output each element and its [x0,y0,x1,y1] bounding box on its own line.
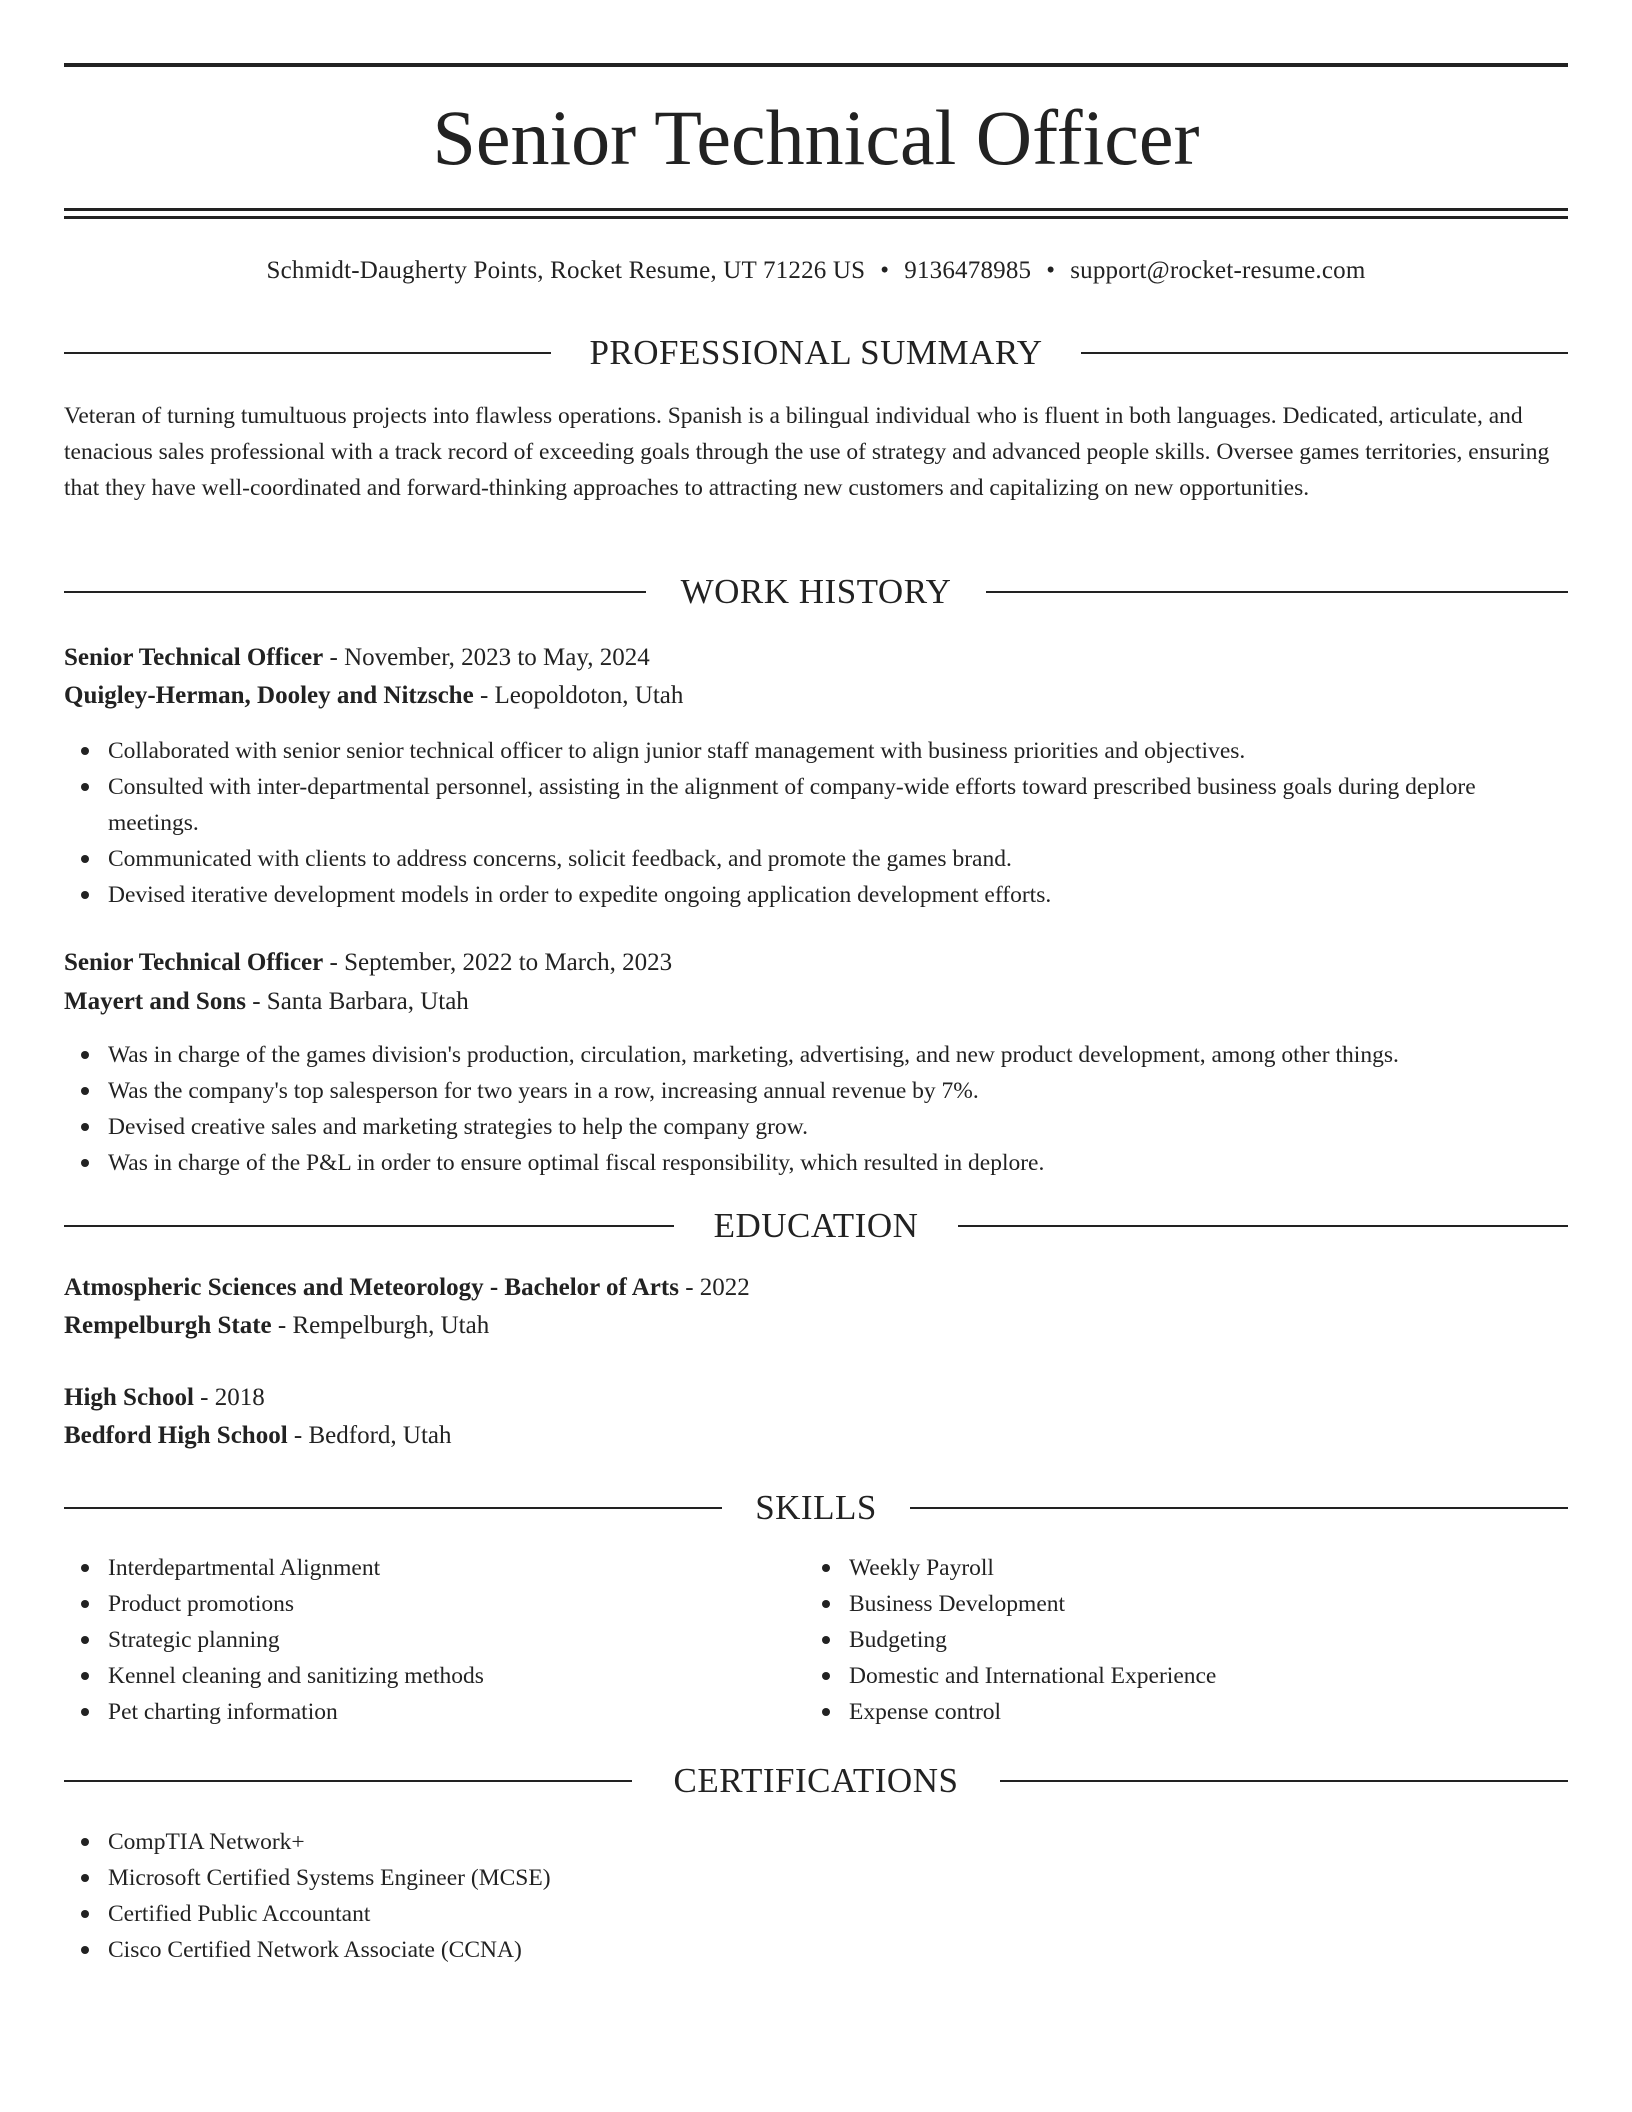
contact-address: Schmidt-Daugherty Points, Rocket Resume, UT 71226 US [266,257,866,284]
section-title-summary: PROFESSIONAL SUMMARY [589,333,1043,372]
list-item: Budgeting [805,1622,1565,1658]
job-dates: - November, 2023 to May, 2024 [323,644,650,671]
job-company-line [64,984,1568,1020]
section-title-skills: SKILLS [755,1488,877,1527]
section-title-certifications: CERTIFICATIONS [673,1761,959,1800]
education-year: - 2018 [193,1384,265,1411]
contact-separator: • [1046,257,1056,284]
list-item: Devised iterative development models in order to expedite ongoing application development efforts. [64,877,1568,913]
education-degree: High School [64,1384,194,1411]
list-item: Strategic planning [64,1622,804,1658]
list-item: Consulted with inter-departmental personnel, assisting in the alignment of company-wide efforts toward prescribed business goals during deplore meetings. [64,769,1568,841]
contact-phone: 9136478985 [904,257,1032,284]
list-item: Microsoft Certified Systems Engineer (MCSE) [64,1860,1568,1896]
list-item: Was in charge of the P&L in order to ensure optimal fiscal responsibility, which resulted in deplore. [64,1145,1568,1181]
contact-line [64,254,1568,288]
education-degree-line [64,1270,1568,1306]
list-item: Collaborated with senior senior technical officer to align junior staff management with business priorities and objectives. [64,733,1568,769]
job-title-line [64,640,1568,676]
list-item: Kennel cleaning and sanitizing methods [64,1658,804,1694]
list-item: Weekly Payroll [805,1550,1565,1586]
section-rule-right [910,1507,1568,1509]
job-bullets [64,1037,1568,1181]
skills-list-right [805,1550,1565,1730]
job-title: Senior Technical Officer [64,644,324,671]
section-header-skills [64,1488,1568,1528]
job-location: - Leopoldoton, Utah [473,682,684,709]
list-item: Pet charting information [64,1694,804,1730]
skills-list-left [64,1550,804,1730]
section-title-education: EDUCATION [713,1206,919,1245]
section-header-summary [64,333,1568,373]
list-item: CompTIA Network+ [64,1824,1568,1860]
summary-text: Veteran of turning tumultuous projects into flawless operations. Spanish is a bilingual individual who is fluent in both languages. Dedicated, articulate, and tenacious sales professional with a track record of exceeding goals through the use of strategy and advanced people skills. Oversee games territories, ensuring that they have well-coordinated and forward-thinking approaches to attracting new customers and capitalizing on new opportunities. [64,403,1550,501]
list-item: Product promotions [64,1586,804,1622]
header-bottom-rule-second [64,216,1568,219]
section-rule-right [958,1225,1568,1227]
section-rule-right [1081,352,1568,354]
list-item: Certified Public Accountant [64,1896,1568,1932]
list-item: Cisco Certified Network Associate (CCNA) [64,1932,1568,1968]
education-location: - Bedford, Utah [287,1422,452,1449]
list-item: Was the company's top salesperson for two years in a row, increasing annual revenue by 7%. [64,1073,1568,1109]
resume-name: Senior Technical Officer [432,94,1200,181]
section-title-work: WORK HISTORY [680,572,952,611]
section-header-work [64,572,1568,612]
education-school-line [64,1308,1568,1344]
education-school-line [64,1418,1568,1454]
education-degree-line [64,1380,1568,1416]
job-title: Senior Technical Officer [64,949,324,976]
header-bottom-rule [64,208,1568,211]
job-company: Mayert and Sons [64,988,246,1015]
list-item: Interdepartmental Alignment [64,1550,804,1586]
list-item: Devised creative sales and marketing strategies to help the company grow. [64,1109,1568,1145]
education-year: - 2022 [678,1274,750,1301]
contact-email: support@rocket-resume.com [1070,257,1366,284]
job-company: Quigley-Herman, Dooley and Nitzsche [64,682,474,709]
job-title-line [64,945,1568,981]
section-header-education [64,1206,1568,1246]
job-dates: - September, 2022 to March, 2023 [323,949,673,976]
job-company-line [64,678,1568,714]
education-degree: Atmospheric Sciences and Meteorology - Bachelor of Arts [64,1274,679,1301]
header-top-rule [64,63,1568,67]
certifications-list [64,1824,1568,1968]
contact-separator: • [880,257,890,284]
job-bullets [64,733,1568,913]
section-header-certifications [64,1761,1568,1801]
list-item: Was in charge of the games division's production, circulation, marketing, advertising, and new product development, among other things. [64,1037,1568,1073]
list-item: Business Development [805,1586,1565,1622]
job-location: - Santa Barbara, Utah [245,988,469,1015]
section-rule-right [1000,1780,1568,1782]
section-rule-right [986,591,1568,593]
education-location: - Rempelburgh, Utah [271,1312,490,1339]
list-item: Expense control [805,1694,1565,1730]
list-item: Domestic and International Experience [805,1658,1565,1694]
education-school: Bedford High School [64,1422,288,1449]
list-item: Communicated with clients to address concerns, solicit feedback, and promote the games brand. [64,841,1568,877]
education-school: Rempelburgh State [64,1312,272,1339]
